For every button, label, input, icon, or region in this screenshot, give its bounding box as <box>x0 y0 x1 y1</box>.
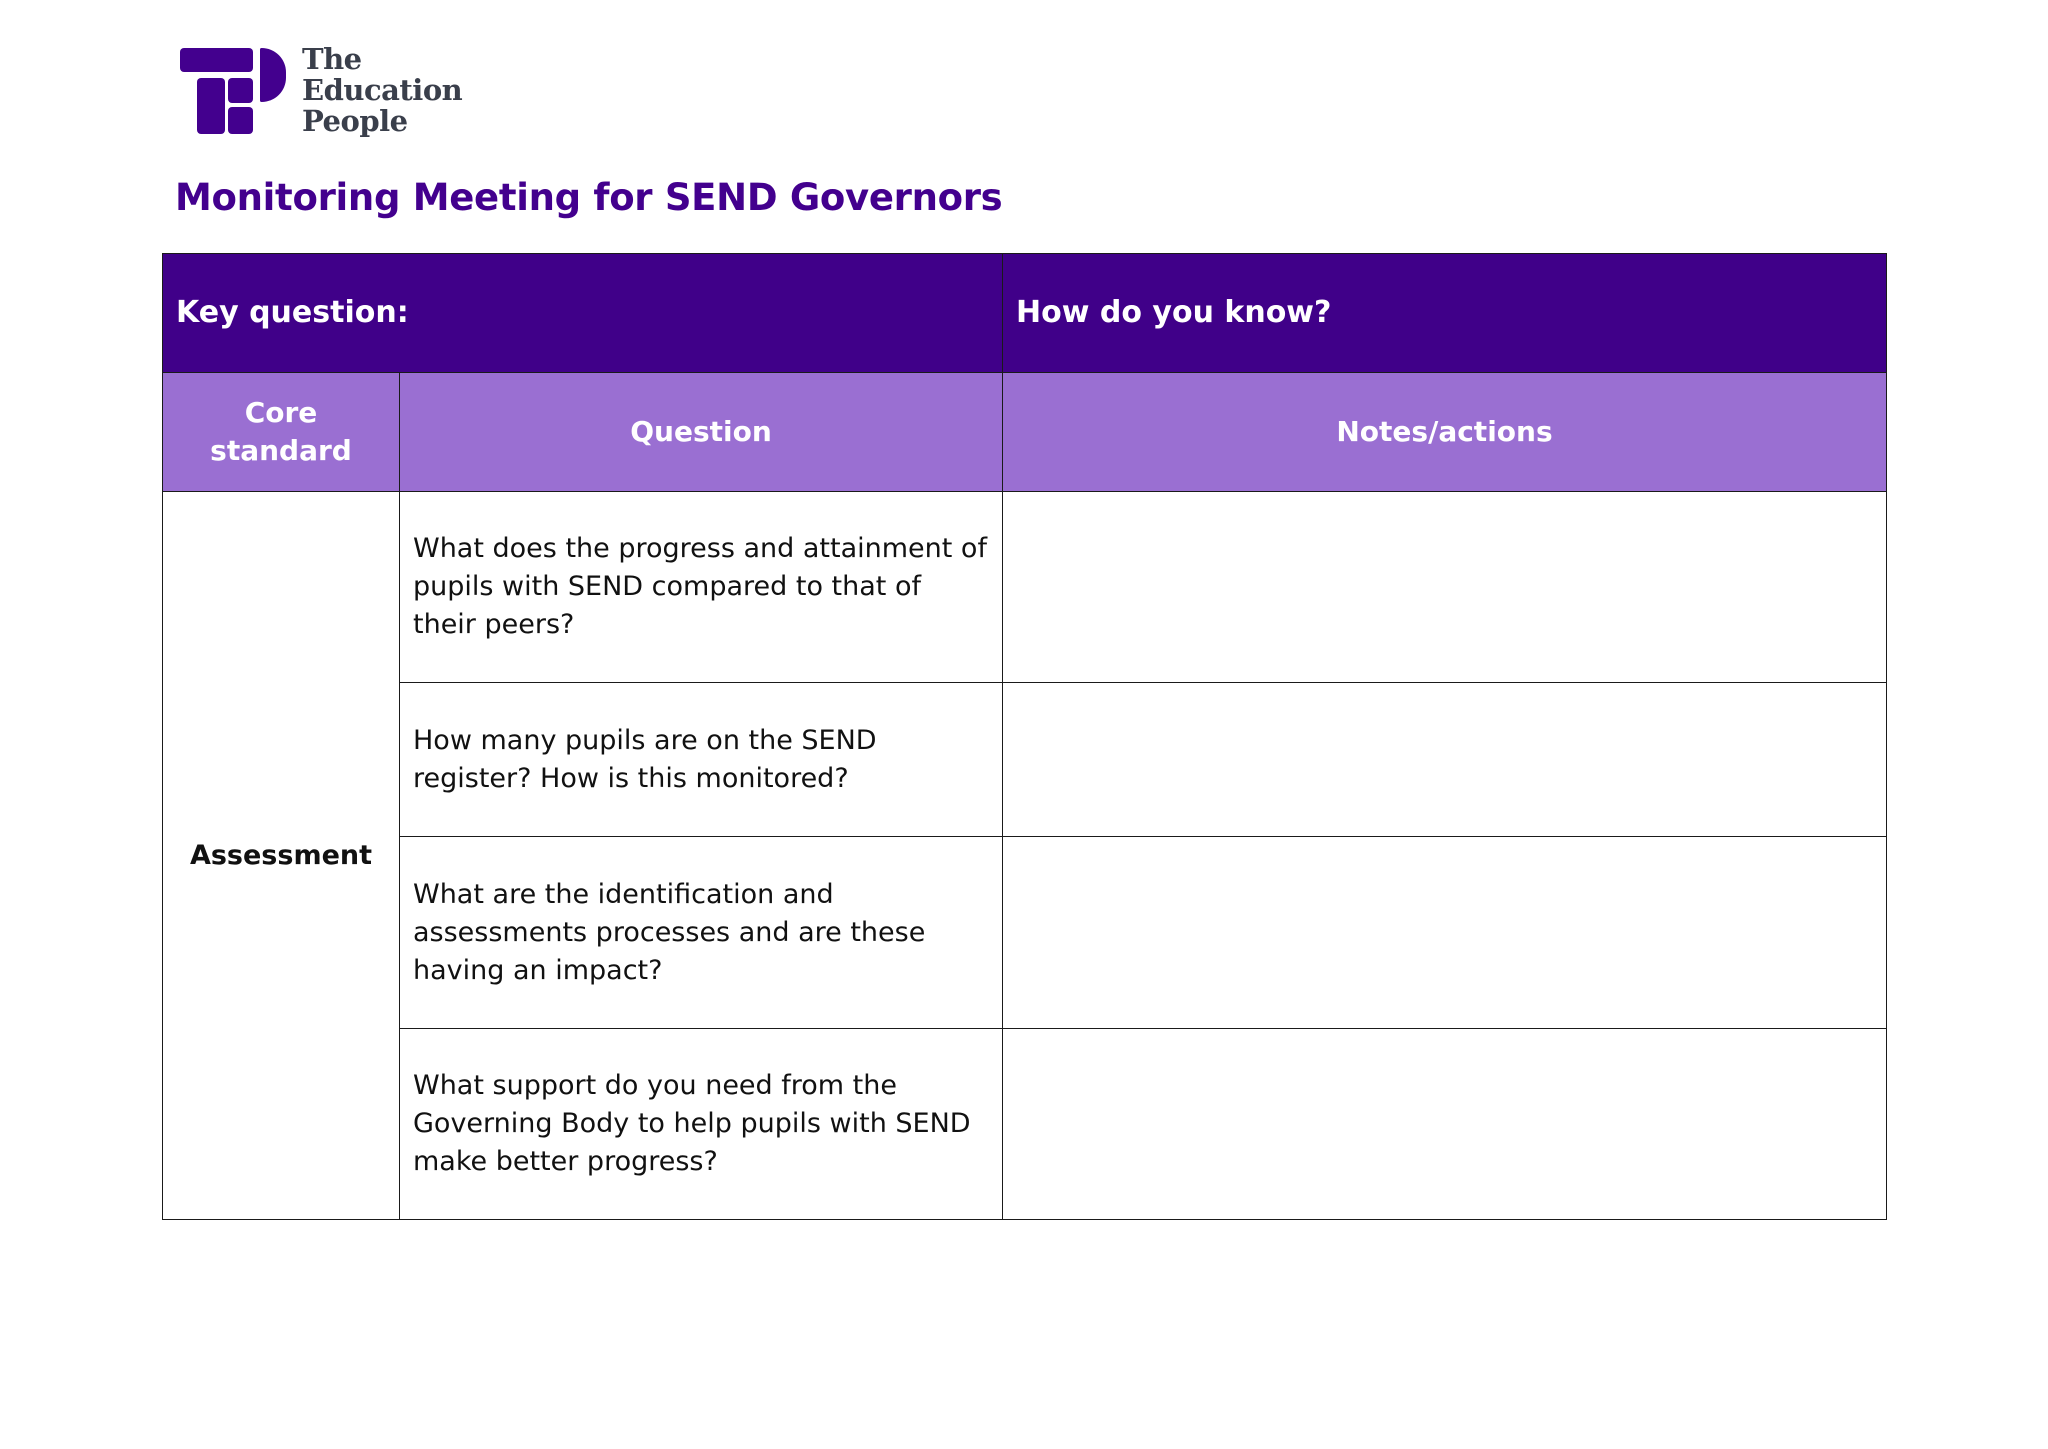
column-header-notes: Notes/actions <box>1003 373 1887 492</box>
how-do-you-know-header: How do you know? <box>1003 254 1887 373</box>
page-title: Monitoring Meeting for SEND Governors <box>175 176 1003 219</box>
question-cell: What does the progress and attainment of pupils with SEND compared to that of their peers? <box>400 492 1003 683</box>
core-standard-cell: Assessment <box>163 492 400 1220</box>
logo-text-line: People <box>302 104 408 138</box>
question-cell: What support do you need from the Governing Body to help pupils with SEND make better progress? <box>400 1029 1003 1220</box>
logo-block-shape <box>197 78 225 134</box>
notes-cell[interactable] <box>1003 1029 1887 1220</box>
notes-cell[interactable] <box>1003 492 1887 683</box>
monitoring-table <box>162 253 1887 1220</box>
column-header-row <box>163 373 1887 492</box>
key-question-header: Key question: <box>163 254 1003 373</box>
logo-bar-shape <box>180 48 253 72</box>
notes-cell[interactable] <box>1003 683 1887 837</box>
table-row <box>163 683 1887 837</box>
logo-d-shape <box>260 48 286 102</box>
logo-block-shape <box>228 107 253 134</box>
notes-cell[interactable] <box>1003 837 1887 1029</box>
column-header-core-standard: Core standard <box>163 373 400 492</box>
table-row <box>163 837 1887 1029</box>
table-row <box>163 492 1887 683</box>
question-cell: How many pupils are on the SEND register? How is this monitored? <box>400 683 1003 837</box>
logo-block-shape <box>228 78 253 103</box>
table-row <box>163 1029 1887 1220</box>
table-header-row <box>163 254 1887 373</box>
logo-text-line: The <box>302 42 362 76</box>
logo-text <box>302 44 462 137</box>
question-cell: What are the identification and assessments processes and are these having an impact? <box>400 837 1003 1029</box>
column-header-question: Question <box>400 373 1003 492</box>
logo-text-line: Education <box>302 73 463 107</box>
